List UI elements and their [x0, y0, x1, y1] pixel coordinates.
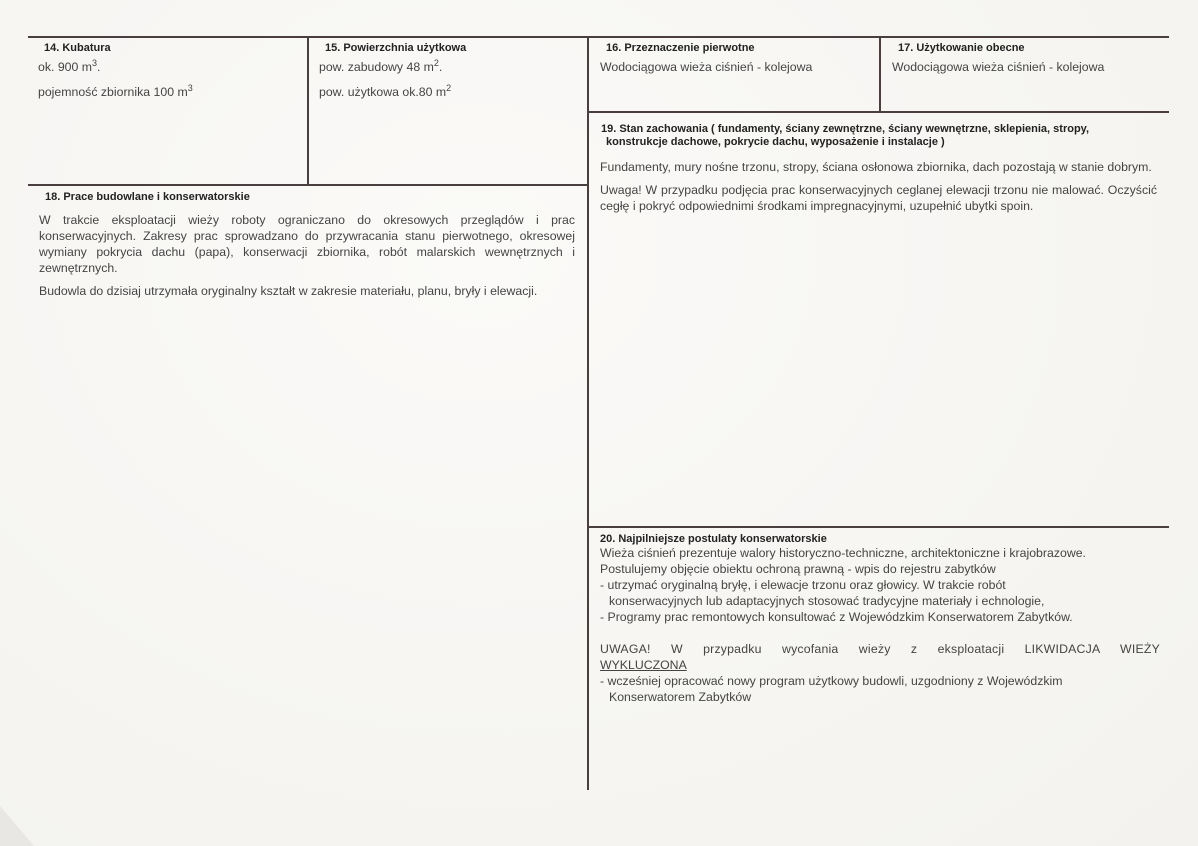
tank-capacity-line: [38, 84, 303, 100]
built-area-unit-exponent: 2: [433, 57, 439, 68]
postulate-line-5: - Programy prac remontowych konsultować z Wojewódzkim Konserwatorem Zabytków.: [600, 610, 1073, 624]
divider-16-17: [879, 37, 881, 112]
warning-line-1: UWAGA! W przypadku wycofania wieży z eksploatacji LIKWIDACJA WIEŻY: [600, 642, 1160, 656]
usable-area-line: [319, 84, 584, 100]
section-18-construction-works: [39, 191, 575, 306]
section-16-original-purpose: [600, 42, 875, 75]
kubatura-line: [38, 59, 303, 75]
section-19-header-line-1: 19. Stan zachowania ( fundamenty, ściany zewnętrzne, ściany wewnętrzne, sklepienia, stropy,: [601, 123, 1090, 135]
condition-paragraph-2: Uwaga! W przypadku podjęcia prac konserwacyjnych ceglanej elewacji trzonu nie malować. Oczyścić cegłę i pokryć odpowiednimi środkami impregnacyjnymi, uzupełnić ubytki spoin.: [600, 183, 1157, 213]
main-vertical-divider: [587, 37, 589, 790]
original-purpose-value: Wodociągowa wieża ciśnień - kolejowa: [600, 60, 813, 74]
rule-above-20: [588, 526, 1169, 528]
warning-excluded: WYKLUCZONA: [600, 658, 687, 672]
postulate-line-2: Postulujemy objęcie obiektu ochroną prawną - wpis do rejestru zabytków: [600, 562, 996, 576]
works-paragraph-2: Budowla do dzisiaj utrzymała oryginalny kształt w zakresie materiału, planu, bryły i elewacji.: [39, 284, 538, 298]
postulate-line-1: Wieża ciśnień prezentuje walory historyczno-techniczne, architektoniczne i krajobrazowe.: [600, 546, 1086, 560]
tank-capacity-value: pojemność zbiornika 100 m: [38, 85, 188, 99]
section-17-header: 17. Użytkowanie obecne: [898, 42, 1025, 54]
rule-above-18: [28, 184, 588, 186]
condition-paragraph-1: Fundamenty, mury nośne trzonu, stropy, ściana osłonowa zbiornika, dach pozostają w stanie dobrym.: [600, 160, 1152, 174]
section-17-current-use: [892, 42, 1167, 75]
postulate-line-3: - utrzymać oryginalną bryłę, i elewacje trzonu oraz głowicy. W trakcie robót: [600, 578, 1006, 592]
kubatura-unit-exponent: 3: [92, 57, 98, 68]
divider-14-15: [307, 37, 309, 185]
works-paragraph-1: W trakcie eksploatacji wieży roboty ograniczano do okresowych przeglądów i prac konserwacyjnych. Zakresy prac sprowadzano do przywracania stanu pierwotnego, okresowej wymiany pokrycia dachu (papa), konserwacji zbiornika, robót malarskich wewnętrznych i zewnętrznych.: [39, 213, 575, 275]
section-18-header: 18. Prace budowlane i konserwatorskie: [45, 191, 250, 203]
section-14-header: 14. Kubatura: [44, 42, 111, 54]
kubatura-value: ok. 900 m: [38, 60, 92, 74]
current-use-value: Wodociągowa wieża ciśnień - kolejowa: [892, 60, 1105, 74]
section-19-condition: [600, 123, 1157, 221]
section-19-header-line-2: konstrukcje dachowe, pokrycie dachu, wyposażenie i instalacje ): [606, 136, 945, 148]
warning-line-2: [600, 657, 1160, 673]
kubatura-period: .: [97, 60, 101, 74]
postulate-line-4: konserwacyjnych lub adaptacyjnych stosować tradycyjne materiały i echnologie,: [609, 594, 1045, 608]
rule-above-19: [588, 111, 1169, 113]
section-15-header: 15. Powierzchnia użytkowa: [325, 42, 467, 54]
postulate-line-7: Konserwatorem Zabytków: [609, 690, 752, 704]
section-20-postulates: [600, 533, 1160, 705]
usable-area-value: pow. użytkowa ok.80 m: [319, 85, 447, 99]
built-area-period: .: [438, 60, 443, 74]
postulate-line-6: - wcześniej opracować nowy program użytkowy budowli, uzgodniony z Wojewódzkim: [600, 674, 1063, 688]
built-area-line: [319, 59, 584, 75]
section-14-kubatura: [38, 42, 303, 100]
tank-capacity-unit-exponent: 3: [187, 82, 193, 93]
built-area-value: pow. zabudowy 48 m: [319, 60, 434, 74]
page-corner-shadow: [0, 806, 34, 846]
usable-area-unit-exponent: 2: [446, 82, 452, 93]
section-15-usable-area: [319, 42, 584, 100]
section-16-header: 16. Przeznaczenie pierwotne: [606, 42, 755, 54]
top-rule: [28, 36, 1169, 38]
section-20-header: 20. Najpilniejsze postulaty konserwatorskie: [600, 533, 827, 545]
